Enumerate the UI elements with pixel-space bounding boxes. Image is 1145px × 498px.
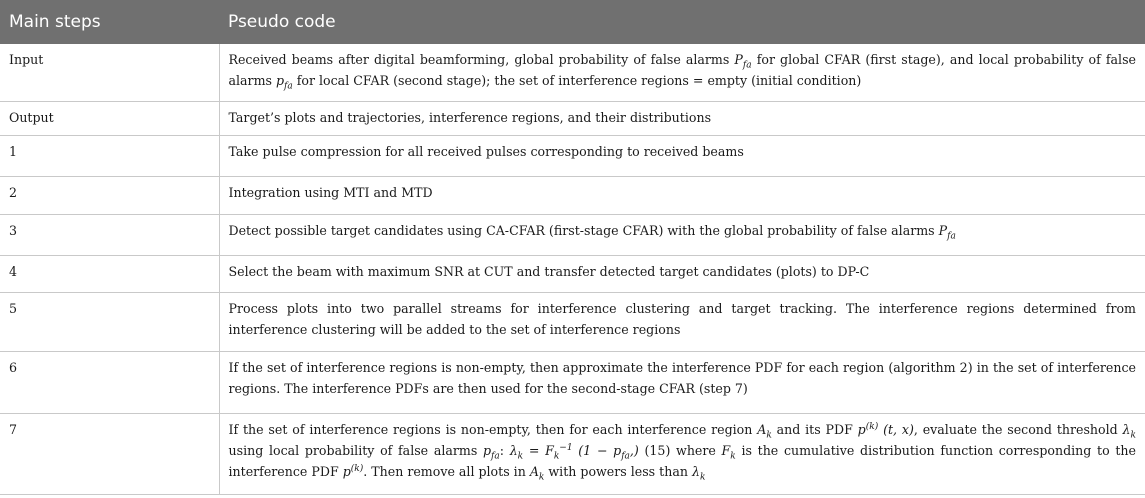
step-label: 3 [0,214,219,255]
header-pseudo-code: Pseudo code [228,12,336,32]
step-label: 1 [0,135,219,176]
table-row-step-1 [0,135,1145,176]
pseudo-code-text: Process plots into two parallel streams for interference clustering and target tracking. The interference regions determined from interference clustering will be added to the set of interference regions [219,292,1145,351]
math-pdf-pk-short: $p^{(k)}$ [342,463,364,479]
math-lambda-k: $\lambda_k$ [1122,421,1136,441]
pseudo-code-text: Detect possible target candidates using CA-CFAR (first-stage CFAR) with the global probability of false alarms $P_{fa}$ [219,214,1145,255]
pseudo-code-text: Integration using MTI and MTD [219,176,1145,214]
header-main-steps: Main steps [9,12,101,32]
math-region-ak: $A_k$ [529,463,545,483]
pseudo-code-text: Take pulse compression for all received pulses corresponding to received beams [219,135,1145,176]
table-row-output [0,101,1145,135]
table-row-step-3 [0,214,1145,255]
step-label: Output [0,101,219,135]
table-row-input [0,44,1145,101]
pseudo-code-text: Target’s plots and trajectories, interference regions, and their distributions [219,101,1145,135]
table-row-step-5 [0,292,1145,351]
math-global-pfa: $P_{fa}$ [734,52,752,71]
step-label: 5 [0,292,219,351]
table-header-row [0,0,1145,44]
step-label: 4 [0,255,219,292]
math-global-pfa: $P_{fa}$ [938,222,956,242]
step-label: 6 [0,351,219,413]
math-pdf-pk: $p^{(k)}$ (t, x) [857,421,914,437]
math-fk: $F_k$ [721,442,736,462]
math-local-pfa: $p_{fa}$ [275,73,293,92]
math-threshold-equation: $\lambda_k = F_k^{-1}$ $(1 - p_{fa},)$ [509,442,639,462]
pseudo-code-text: Select the beam with maximum SNR at CUT and transfer detected target candidates (plots) to DP-C [219,255,1145,292]
pseudo-code-text: If the set of interference regions is non-empty, then approximate the interference PDF for each region (algorithm 2) in the set of interference regions. The interference PDFs are then used for the second-stage CFAR (step 7) [219,351,1145,413]
math-local-pfa: $p_{fa}$ [482,442,500,462]
table-row-step-6 [0,351,1145,413]
step-label: Input [0,44,219,101]
table-row-step-7 [0,413,1145,494]
pseudo-code-text: If the set of interference regions is non-empty, then for each interference region $A_k$ and its PDF $p^{(k)}$ (t, x), evaluate the second threshold $\lambda_k$ using local probability of false alarms $p_{fa}$: $\lambda_k = F_k^{-1}$ $(1 - p_{fa},)$ (15) where $F_k$ is the cumulative distribution function corresponding to the interference PDF $p^{(k)}$. Then remove all plots in $A_k$ with powers less than $\lambda_k$ [219,413,1145,494]
step-label: 7 [0,413,219,494]
pseudo-code-text: Received beams after digital beamforming, global probability of false alarms $P_{fa}$ for global CFAR (first stage), and local probability of false alarms $p_{fa}$ for local CFAR (second stage); the set of interference regions = empty (initial condition) [219,44,1145,101]
step-label: 2 [0,176,219,214]
math-region-ak: $A_k$ [757,421,772,441]
math-lambda-k: $\lambda_k$ [691,463,706,483]
table-row-step-4 [0,255,1145,292]
table-row-step-2 [0,176,1145,214]
